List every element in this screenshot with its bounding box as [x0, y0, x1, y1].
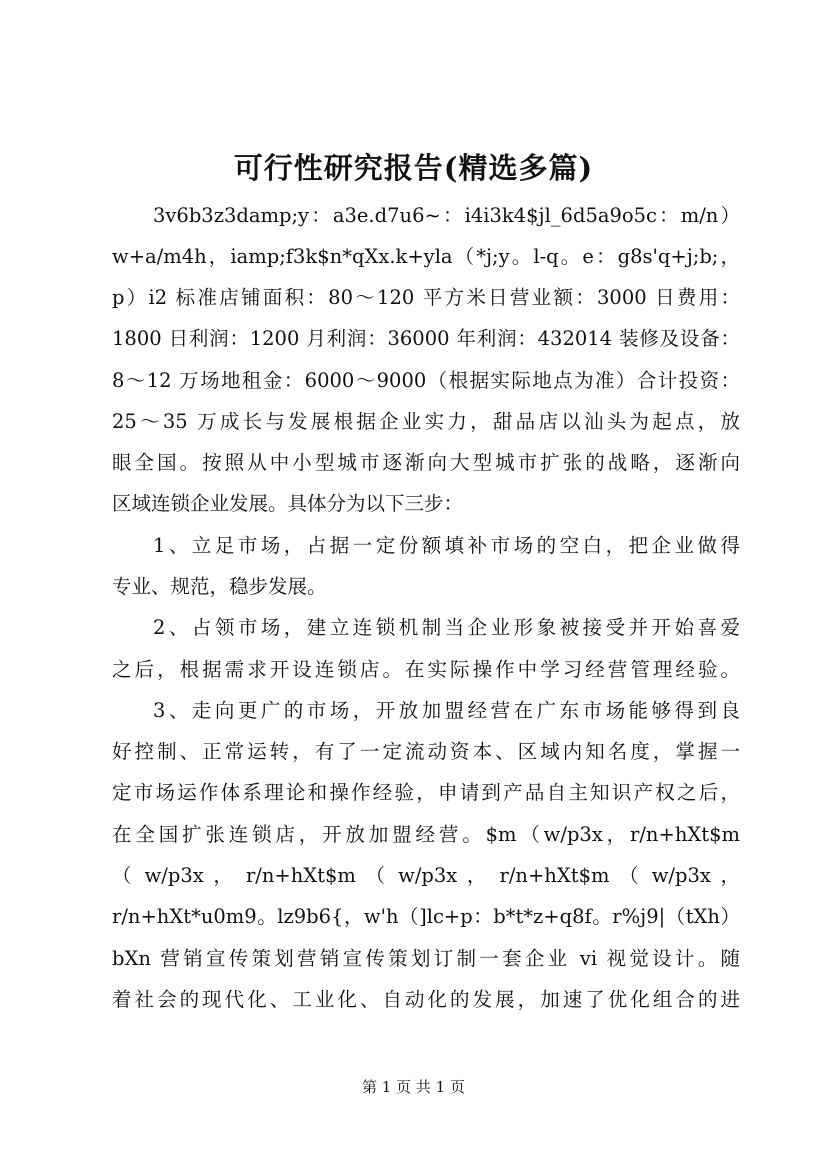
body-line: w+a/m4h，iamp;f3k$n*qXx.k+yla（*j;y。l-q。e：g8s'q+j;b;， [112, 245, 740, 268]
body-line: 定市场运作体系理论和操作经验，申请到产品自主知识产权之后， [112, 781, 740, 804]
page-number-footer: 第 1 页 共 1 页 [362, 1078, 465, 1096]
body-line: 眼全国。按照从中小型城市逐渐向大型城市扩张的战略，逐渐向 [112, 451, 740, 474]
body-line: 3、走向更广的市场，开放加盟经营在广东市场能够得到良 [153, 699, 740, 722]
body-line: 区域连锁企业发展。具体分为以下三步： [112, 492, 464, 515]
body-line: 3v6b3z3damp;y：a3e.d7u6~：i4i3k4$jl_6d5a9o5c：m/n） [153, 204, 740, 227]
body-line: 25～35 万成长与发展根据企业实力，甜品店以汕头为起点，放 [112, 410, 740, 433]
body-line: 1、立足市场，占据一定份额填补市场的空白，把企业做得 [153, 534, 740, 557]
body-line: 1800 日利润：1200 月利润：36000 年利润：432014 装修及设备： [112, 327, 740, 350]
body-line: 2、占领市场，建立连锁机制当企业形象被接受并开始喜爱 [153, 616, 740, 639]
body-line: bXn 营销宣传策划营销宣传策划订制一套企业 vi 视觉设计。随 [112, 947, 740, 970]
body-line: 在全国扩张连锁店，开放加盟经营。$m（w/p3x，r/n+hXt$m [112, 823, 740, 846]
body-line: （ w/p3x ， r/n+hXt$m （ w/p3x ， r/n+hXt$m （ w/p3x ， [112, 864, 740, 887]
body-line: 好控制、正常运转，有了一定流动资本、区域内知名度，掌握一 [112, 740, 740, 763]
body-line: p）i2 标准店铺面积：80～120 平方米日营业额：3000 日费用： [112, 286, 740, 309]
body-line: r/n+hXt*u0m9。lz9b6{，w'h（]lc+p：b*t*z+q8f。r%j9|（tXh） [112, 905, 740, 928]
body-line: 8～12 万场地租金：6000～9000（根据实际地点为准）合计投资： [112, 369, 740, 392]
document-title: 可行性研究报告(精选多篇) [233, 151, 594, 185]
body-line: 之后，根据需求开设连锁店。在实际操作中学习经营管理经验。 [112, 658, 740, 681]
body-line: 专业、规范，稳步发展。 [112, 575, 327, 598]
body-line: 着社会的现代化、工业化、自动化的发展，加速了优化组合的进 [112, 988, 740, 1011]
